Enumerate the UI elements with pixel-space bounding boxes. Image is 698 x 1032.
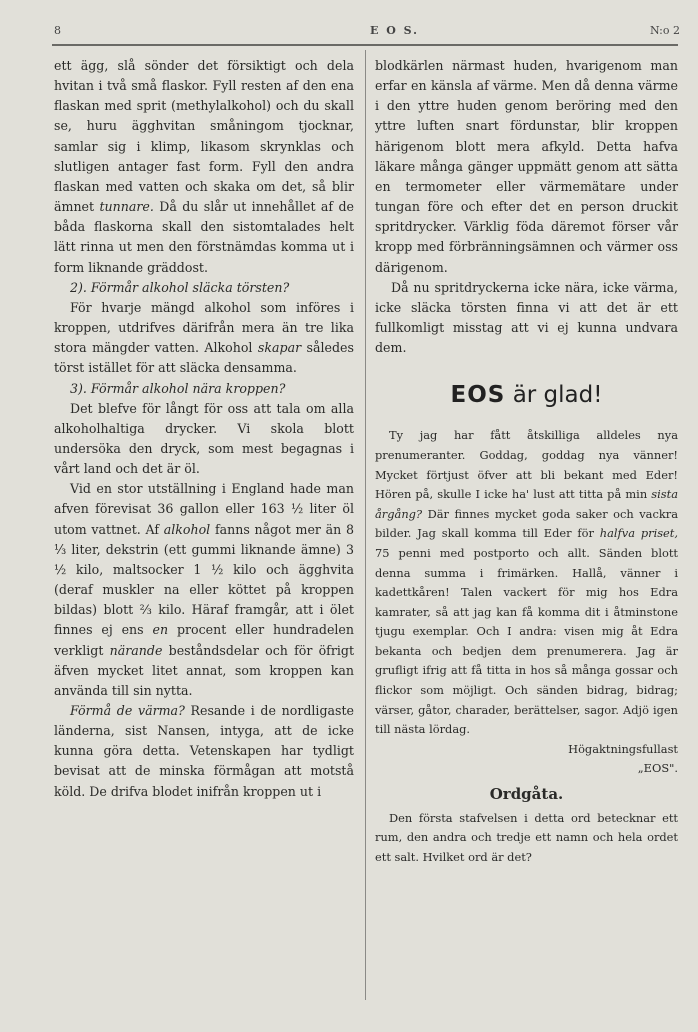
headline-text: är glad!: [512, 382, 603, 409]
publication-title: E O S.: [370, 24, 420, 37]
page-number: 8: [54, 24, 61, 37]
issue-number: N:o 2: [649, 24, 680, 37]
ordgata-title: Ordgåta.: [489, 785, 564, 804]
page-header: [40, 22, 680, 42]
article-paragraph: ett ägg, slå sönder det försiktigt och dela hvitan i två små flaskor. Fyll resten af den ena flaskan med sprit (methylalkohol) och du skall se, huru ägghvitan småningom tjocknar, samlar sig i klimp, likasom skrynklas och slutligen antager fast form. Fyll den andra flaskan med vatten och skaka om det, så blir ämnet tunnare. Då du slår ut innehållet af de båda flaskorna skall den sistomtalades helt lätt rinna ut men den förstnämdas komma ut i form liknande gräddost.: [54, 58, 354, 275]
editor-letter: [375, 426, 678, 867]
header-rule: [52, 44, 678, 46]
letter-signature: „EOS".: [637, 761, 678, 776]
eos-headline: [375, 380, 678, 410]
article-paragraph: Det blefve för långt för oss att tala om alla alkoholhaltiga drycker. Vi skola blott undersöka den dryck, som mest begagnas i vårt land och det är öl.: [54, 400, 354, 477]
left-column: [54, 56, 354, 802]
letter-paragraph: Ty jag har fått åtskilliga alldeles nya prenumeranter. Goddag, goddag nya vänner! Mycket förtjust öfver att bli bekant med Eder! Hören på, skulle I icke ha' lust att titta på min sista årgång? Där finnes mycket goda saker och vackra bilder. Jag skall komma till Eder för halfva priset, 75 penni med postporto och allt. Sänden blott denna summa i frimärken. Hallå, vänner i kadettkåren! Talen vackert för mig hos Edra kamrater, så att jag kan få komma dit i åtminstone tjugu exemplar. Och I andra: visen mig åt Edra bekanta och bedjen dem prenumerera. Jag är grufligt ifrig att få titta in hos så många gossar och flickor som möjligt. Och sänden bidrag, bidrag; värser, gåtor, charader, berättelser, sagor. Adjö igen till nästa lördag.: [375, 428, 679, 737]
article-paragraph: Vid en stor utställning i England hade man afven förevisat 36 gallon eller 163 ½ liter öl utom vattnet. Af alkohol fanns något mer än 8 ⅓ liter, dekstrin (ett gummi liknande ämne) 3 ½ kilo, maltsocker 1 ½ kilo och ägghvita (deraf muskler na eller köttet på kroppen bildas) blott ⅔ kilo. Häraf framgår, att i ölet finnes ej ens en procent eller hundradelen verkligt närande beståndsdelar och för öfrigt äfven mycket litet annat, som kroppen kan använda till sin nytta.: [54, 481, 354, 698]
column-divider: [365, 50, 366, 1000]
section-heading: 3). Förmår alkohol nära kroppen?: [70, 380, 286, 396]
article-paragraph: Då nu spritdryckerna icke nära, icke värma, icke släcka törsten finna vi att det är ett fullkomligt misstag att vi ej kunna undvara dem.: [375, 279, 678, 356]
eos-logo: EOS: [450, 382, 506, 409]
right-column: [375, 56, 678, 867]
section-heading: 2). Förmår alkohol släcka törsten?: [70, 279, 290, 295]
ordgata-text: Den första stafvelsen i detta ord betecknar ett rum, den andra och tredje ett namn och hela ordet ett salt. Hvilket ord är det?: [375, 810, 678, 864]
letter-signoff: Högaktningsfullast: [568, 741, 678, 756]
article-paragraph: Förmå de värma? Resande i de nordligaste länderna, sist Nansen, intyga, att de icke kunna göra detta. Vetenskapen har tydligt bevisat att de minska förmågan att motstå köld. De drifva blodet inifrån kroppen ut i: [54, 703, 355, 799]
article-paragraph: blodkärlen närmast huden, hvarigenom man erfar en känsla af värme. Men då denna värme i den yttre huden genom beröring med den yttre luften snart fördunstar, blir kroppen härigenom blott mera afkyld. Detta hafva läkare många gänger uppmätt genom att sätta en termometer eller värmemätare under tungan före och efter det en person druckit spritdrycker. Värklig föda däremot förser vår kropp med förbränningsämnen och värmer oss därigenom.: [375, 58, 678, 275]
article-paragraph: För hvarje mängd alkohol som införes i kroppen, utdrifves därifrån mera än tre lika stora mängder vatten. Alkohol skapar således törst istället för att släcka densamma.: [54, 299, 354, 376]
